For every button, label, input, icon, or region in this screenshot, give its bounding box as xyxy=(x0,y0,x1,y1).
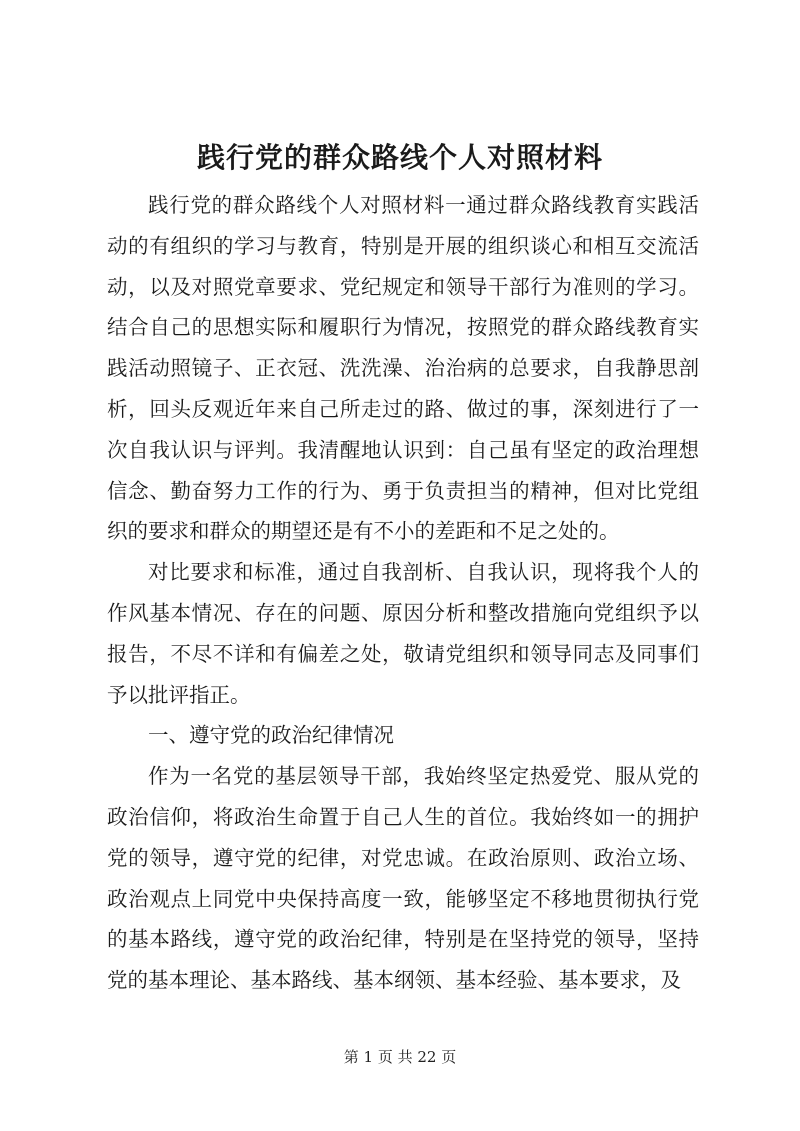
page-number-indicator: 第 1 页 共 22 页 xyxy=(343,1048,457,1066)
document-title: 践行党的群众路线个人对照材料 xyxy=(196,141,603,174)
paragraph-report-request: 对比要求和标准，通过自我剖析、自我认识，现将我个人的作风基本情况、存在的问题、原因分析和整改措施向党组织予以报告，不尽不详和有偏差之处，敬请党组织和领导同志及同事们予以批评指正。 xyxy=(107,560,699,707)
section-heading-political-discipline: 一、遵守党的政治纪律情况 xyxy=(148,723,394,748)
paragraph-political-discipline: 作为一名党的基层领导干部，我始终坚定热爱党、服从党的政治信仰，将政治生命置于自己人生的首位。我始终如一的拥护党的领导，遵守党的纪律，对党忠诚。在政治原则、政治立场、政治观点上同党中央保持高度一致，能够坚定不移地贯彻执行党的基本路线，遵守党的政治纪律，特别是在坚持党的领导，坚持党的基本理论、基本路线、基本纲领、基本经验、基本要求，及 xyxy=(107,764,699,993)
paragraph-intro: 践行党的群众路线个人对照材料一通过群众路线教育实践活动的有组织的学习与教育，特别是开展的组织谈心和相互交流活动，以及对照党章要求、党纪规定和领导干部行为准则的学习。结合自己的思想实际和履职行为情况，按照党的群众路线教育实践活动照镜子、正衣冠、洗洗澡、治治病的总要求，自我静思剖析，回头反观近年来自己所走过的路、做过的事，深刻进行了一次自我认识与评判。我清醒地认识到：自己虽有坚定的政治理想信念、勤奋努力工作的行为、勇于负责担当的精神，但对比党组织的要求和群众的期望还是有不小的差距和不足之处的。 xyxy=(107,193,699,544)
document-body xyxy=(107,185,699,1001)
